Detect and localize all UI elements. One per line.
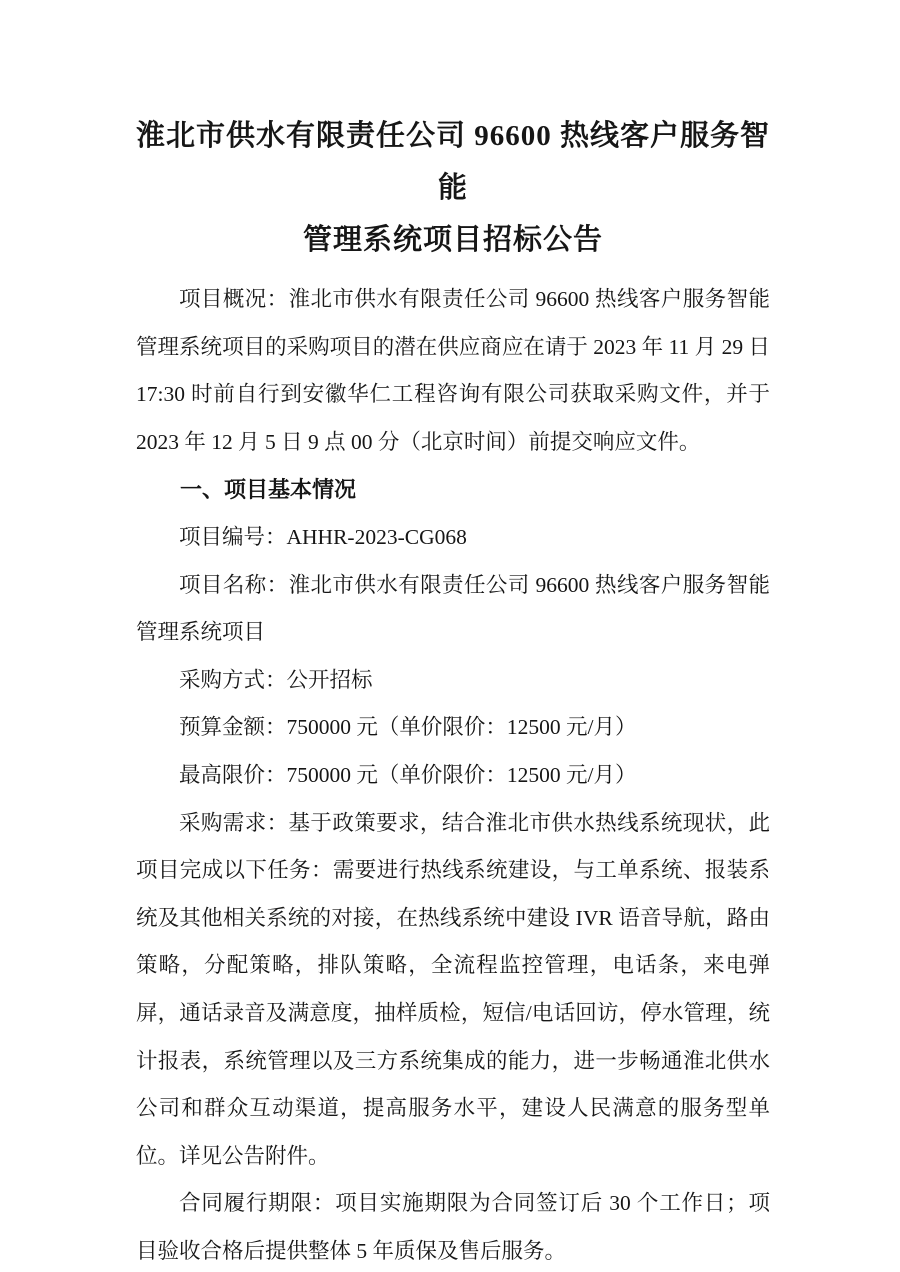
- paragraph-project-name: 项目名称：淮北市供水有限责任公司 96600 热线客户服务智能管理系统项目: [136, 572, 770, 645]
- paragraph-contract-period: 合同履行期限：项目实施期限为合同签订后 30 个工作日；项目验收合格后提供整体 5 年质保及售后服务。: [136, 1191, 770, 1263]
- paragraph-project-overview: 项目概况：淮北市供水有限责任公司 96600 热线客户服务智能管理系统项目的采购项目的潜在供应商应在请于 2023 年 11 月 29 日 17:30 时前自行到安徽华仁工程咨询有限公司获取采购文件，并于 2023 年 12 月 5 日 9 点 00 分（北京时间）前提交响应文件。: [136, 287, 770, 454]
- section-heading-basic-info: 一、项目基本情况: [180, 477, 357, 503]
- paragraph-project-number: 项目编号：AHHR-2023-CG068: [179, 524, 467, 549]
- paragraph-budget-amount: 预算金额：750000 元（单价限价：12500 元/月）: [179, 715, 637, 740]
- document-title-line2: 管理系统项目招标公告: [302, 224, 603, 256]
- paragraph-procurement-requirements: 采购需求：基于政策要求，结合淮北市供水热线系统现状，此项目完成以下任务：需要进行热线系统建设，与工单系统、报装系统及其他相关系统的对接，在热线系统中建设 IVR 语音导航，路由策略，分配策略，排队策略，全流程监控管理，电话条，来电弹屏，通话录音及满意度，抽样质检，短信/电话回访，停水管理，统计报表，系统管理以及三方系统集成的能力，进一步畅通淮北供水公司和群众互动渠道，提高服务水平，建设人民满意的服务型单位。详见公告附件。: [136, 810, 770, 1168]
- paragraph-max-price: 最高限价：750000 元（单价限价：12500 元/月）: [179, 762, 637, 787]
- paragraph-procurement-method: 采购方式：公开招标: [179, 667, 373, 692]
- document-title: [136, 110, 770, 266]
- document-title-line1: 淮北市供水有限责任公司 96600 热线客户服务智能: [136, 120, 771, 204]
